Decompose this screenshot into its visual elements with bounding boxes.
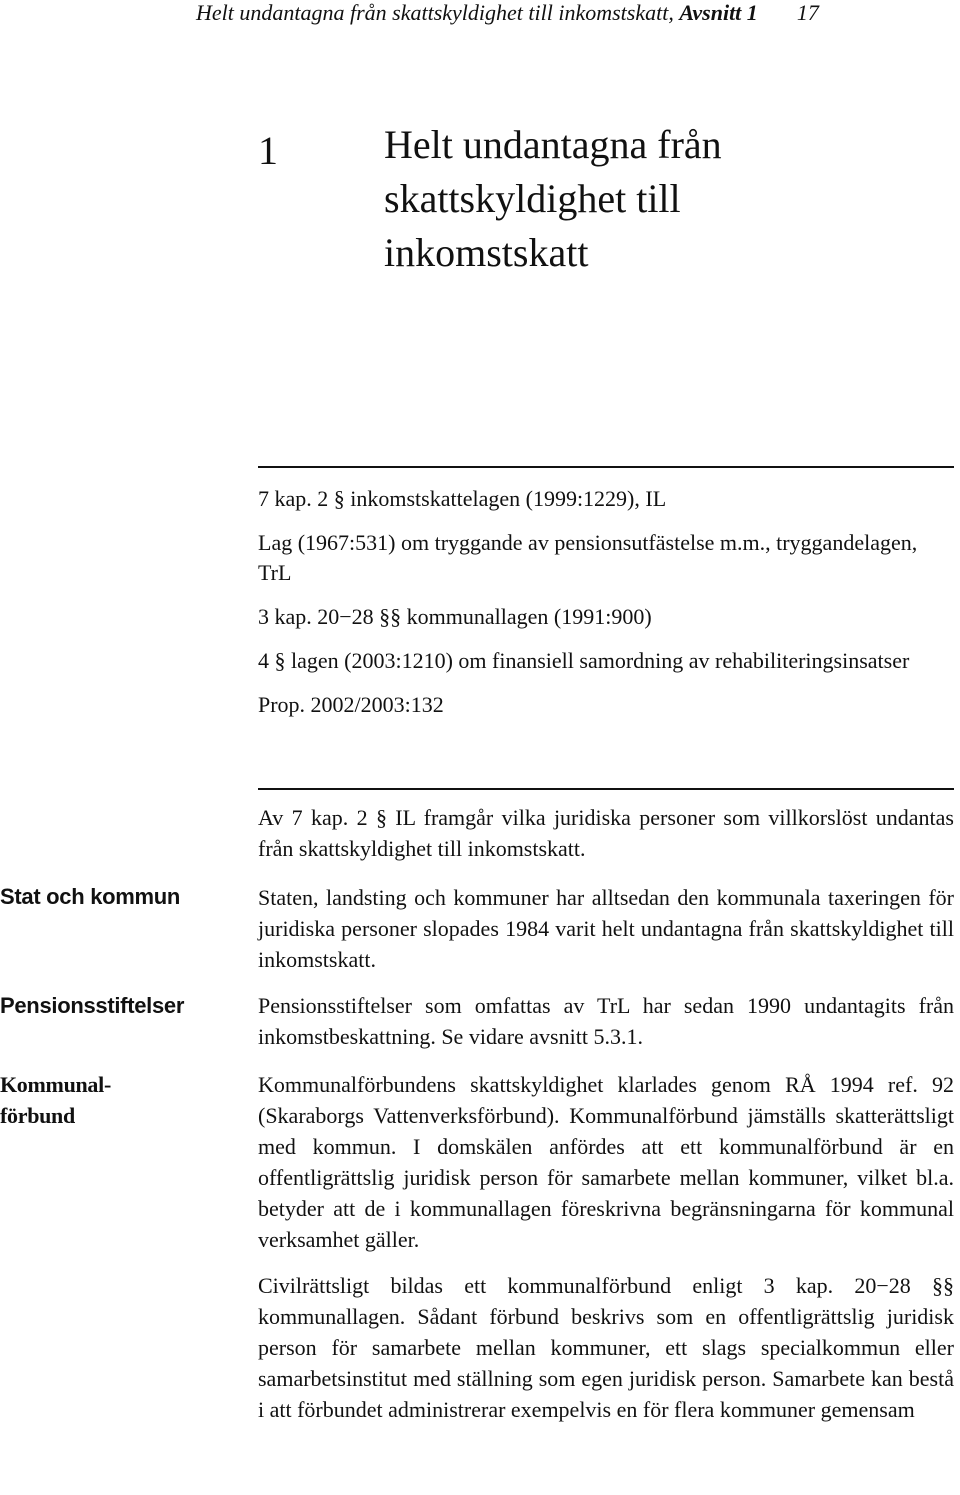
chapter-number: 1: [258, 128, 278, 173]
header-section: Avsnitt 1: [679, 0, 758, 25]
intro-paragraph: Av 7 kap. 2 § IL framgår vilka juridiska personer som villkorslöst undantas från skattskyldighet till inkomstskatt.: [258, 805, 954, 861]
header-title: Helt undantagna från skattskyldighet till inkomstskatt,: [196, 0, 674, 25]
margin-label-kommunalforbund: Kommunal-förbund: [0, 1072, 111, 1128]
chapter-title-line: Helt undantagna från: [384, 122, 722, 167]
reference-item: 4 § lagen (2003:1210) om finansiell samordning av rehabiliteringsinsatser: [258, 648, 910, 673]
reference-bottom-rule: [258, 788, 954, 790]
section-pensionsstiftelser: [258, 990, 954, 1052]
reference-item: Lag (1967:531) om tryggande av pensionsutfästelse m.m., tryggandelagen, TrL: [258, 530, 918, 585]
margin-label-pensionsstiftelser: Pensionsstiftelser: [0, 993, 185, 1018]
margin-label-stat-och-kommun: Stat och kommun: [0, 884, 181, 909]
chapter-title-line: inkomstskatt: [384, 230, 589, 275]
section-kommunalforbund: [258, 1069, 954, 1425]
page-number: 17: [796, 0, 819, 25]
section-stat-och-kommun: [258, 882, 954, 975]
reference-top-rule: [258, 466, 954, 468]
reference-list: [258, 484, 954, 734]
chapter-title-line: skattskyldighet till: [384, 176, 681, 221]
body-paragraph: Staten, landsting och kommuner har alltsedan den kommunala taxeringen för juridiska personer slopades 1984 varit helt undantagna från skattskyldighet till inkomstskatt.: [258, 885, 954, 972]
body-paragraph: Pensionsstiftelser som omfattas av TrL har sedan 1990 undantagits från inkomstbeskattning. Se vidare avsnitt 5.3.1.: [258, 993, 954, 1049]
body-paragraph: Civilrättsligt bildas ett kommunalförbund enligt 3 kap. 20−28 §§ kommunallagen. Sådant förbund beskrivs som en offentligrättslig juridisk person för samarbete mellan kommuner, ett slags specialkommun eller samarbetsinstitut med ställning som egen juridisk person. Samarbete kan bestå i att förbundet administrerar exempelvis en för flera kommuner gemensam: [258, 1273, 954, 1422]
reference-item: 7 kap. 2 § inkomstskattelagen (1999:1229), IL: [258, 486, 667, 511]
reference-item: 3 kap. 20−28 §§ kommunallagen (1991:900): [258, 604, 652, 629]
running-header: [196, 0, 946, 26]
reference-item: Prop. 2002/2003:132: [258, 692, 444, 717]
body-paragraph: Kommunalförbundens skattskyldighet klarlades genom RÅ 1994 ref. 92 (Skaraborgs Vattenverksförbund). Kommunalförbund jämställs skatterättsligt med kommun. I domskälen anfördes att ett kommunalförbund är en offentligrättslig juridisk person för samarbete mellan kommuner, vilket bl.a. betyder att de i kommunallagen föreskrivna begränsningarna för kommunal verksamhet gäller.: [258, 1072, 954, 1252]
chapter-title: [384, 118, 944, 280]
